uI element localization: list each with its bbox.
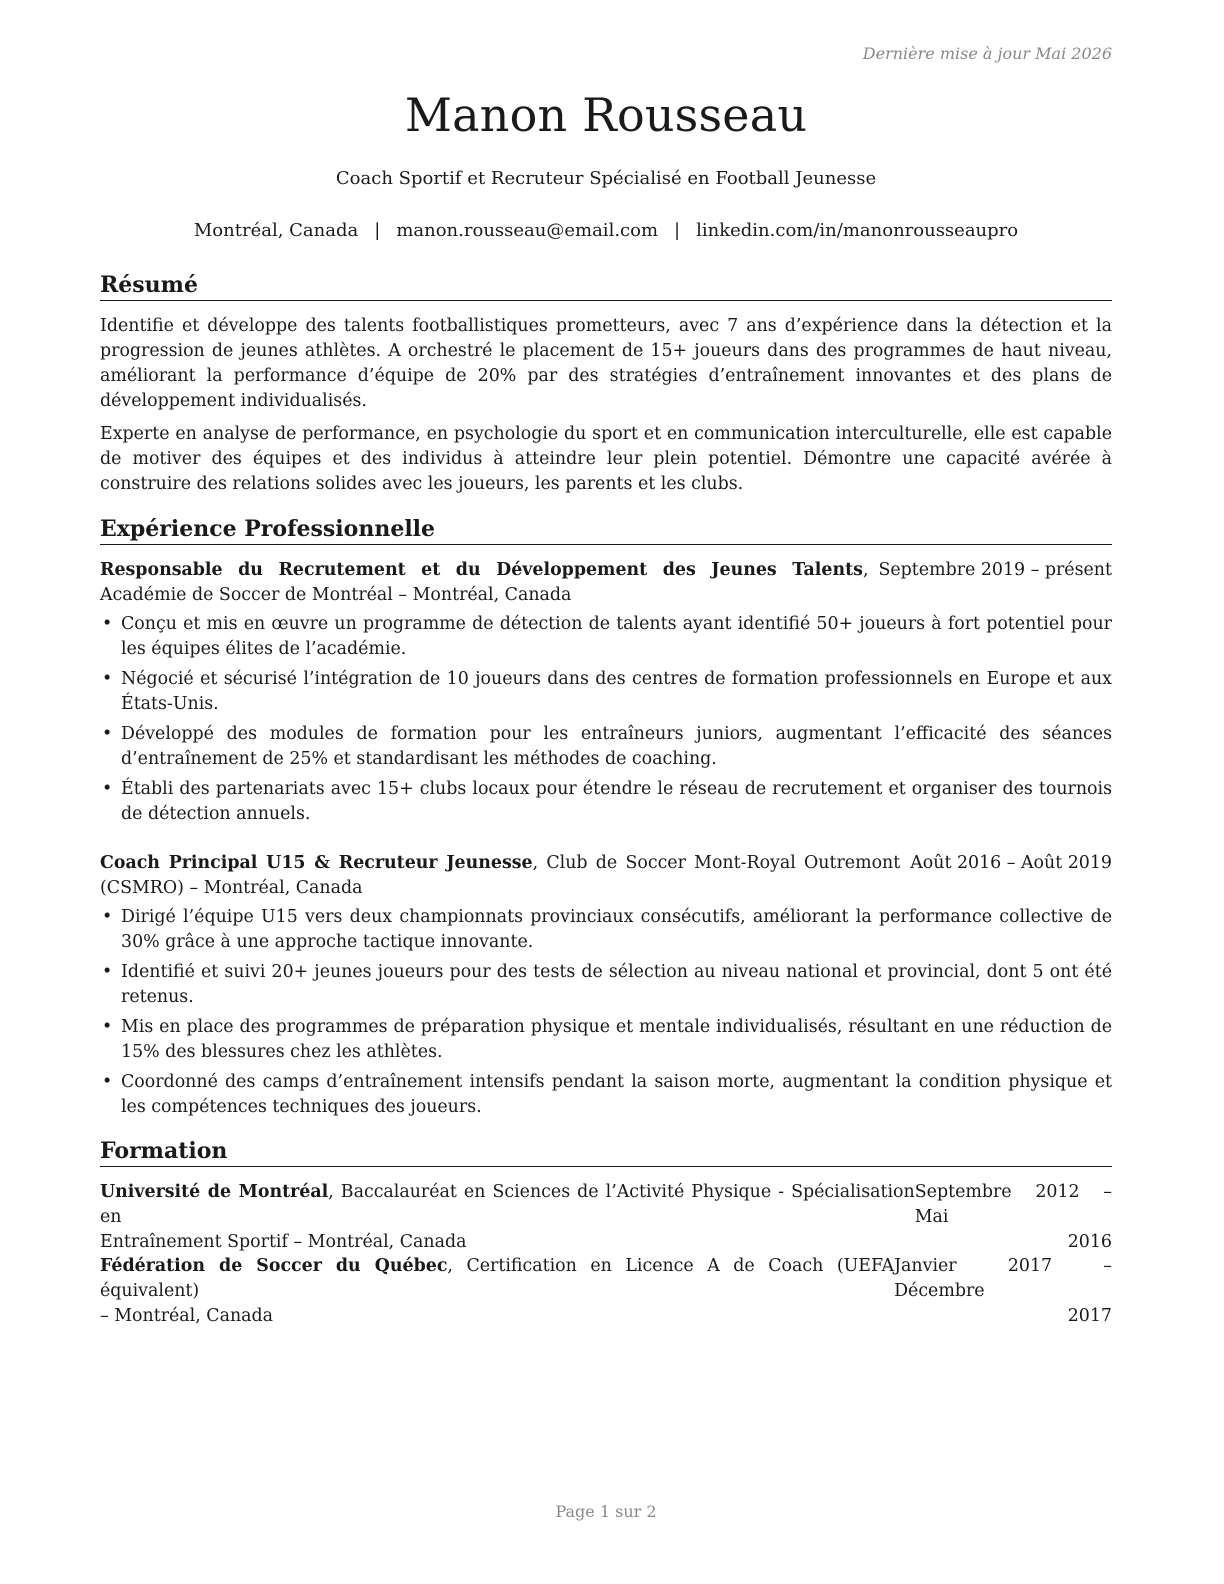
summary-paragraph: Experte en analyse de performance, en psychologie du sport et en communication interculturelle, elle est capable de motiver des équipes et des individus à atteindre leur plein potentiel. Démontre une capacité avérée à construire des relations solides avec les joueurs, les parents et les clubs.	[100, 424, 1112, 494]
education-degree: , Baccalauréat en Sciences de l’Activité Physique - Spécialisation en	[100, 1182, 915, 1227]
list-item: • Établi des partenariats avec 15+ clubs locaux pour étendre le réseau de recrutement et organiser des tournois de détection annuels.	[100, 777, 1112, 827]
job-organization: , Académie de Soccer de Montréal – Montréal, Canada	[100, 560, 869, 605]
education-location: – Montréal, Canada	[100, 1306, 274, 1326]
contact-location: Montréal, Canada	[193, 220, 359, 241]
education-dates: 2017	[1067, 1306, 1112, 1326]
education-dates: Janvier 2017 – Décembre	[894, 1256, 1112, 1301]
job-organization: , Club de Soccer Mont-Royal Outremont (CSMRO) – Montréal, Canada	[100, 853, 901, 898]
education-entry	[100, 1180, 1112, 1255]
section-title-summary: Résumé	[100, 271, 1112, 301]
section-title-experience: Expérience Professionnelle	[100, 515, 1112, 545]
list-item: • Négocié et sécurisé l’intégration de 10 joueurs dans des centres de formation professionnels en Europe et aux États-Unis.	[100, 667, 1112, 717]
job-dates: Août 2016 – Août 2019	[910, 853, 1112, 873]
job-title-line	[100, 558, 868, 608]
education-line	[100, 1230, 1112, 1255]
candidate-name: Manon Rousseau	[404, 88, 808, 142]
job-role: Responsable du Recrutement et du Développement des Jeunes Talents	[100, 560, 863, 580]
education-main	[100, 1180, 915, 1230]
list-item: • Conçu et mis en œuvre un programme de détection de talents ayant identifié 50+ joueurs à fort potentiel pour les équipes élites de l’académie.	[100, 612, 1112, 662]
contact-separator: |	[374, 220, 381, 241]
education-line	[100, 1304, 1112, 1329]
job-bullets	[100, 612, 1112, 827]
job-entry	[100, 851, 1112, 1125]
job-dates: Septembre 2019 – présent	[878, 560, 1112, 580]
education-dates: Septembre 2012 – Mai	[914, 1182, 1112, 1227]
contact-linkedin[interactable]: linkedin.com/in/manonrousseaupro	[696, 220, 1019, 241]
contact-separator: |	[674, 220, 681, 241]
job-bullets	[100, 905, 1112, 1120]
education-line	[100, 1180, 1112, 1230]
list-item: • Coordonné des camps d’entraînement intensifs pendant la saison morte, augmentant la condition physique et les compétences techniques des joueurs.	[100, 1070, 1112, 1120]
candidate-title: Coach Sportif et Recruteur Spécialisé en Football Jeunesse	[335, 168, 877, 189]
job-header	[100, 558, 1112, 608]
resume-page	[100, 0, 1112, 1584]
education-degree: , Certification en Licence A de Coach (UEFA équivalent)	[100, 1256, 895, 1301]
job-title-line	[100, 851, 900, 901]
education-line	[100, 1254, 1112, 1304]
education-entry	[100, 1254, 1112, 1329]
job-role: Coach Principal U15 & Recruteur Jeunesse	[100, 853, 533, 873]
summary-block	[100, 314, 1112, 497]
education-school: Fédération de Soccer du Québec	[100, 1256, 448, 1276]
section-title-education: Formation	[100, 1137, 1112, 1167]
summary-paragraph: Identifie et développe des talents footballistiques prometteurs, avec 7 ans d’expérience dans la détection et la progression de jeunes athlètes. A orchestré le placement de 15+ joueurs dans des programmes de haut niveau, améliorant la performance d’équipe de 20% par des stratégies d’entraînement innovantes et des plans de développement individualisés.	[100, 316, 1112, 411]
education-main	[100, 1254, 894, 1304]
job-entry	[100, 558, 1112, 832]
contact-email[interactable]: manon.rousseau@email.com	[396, 220, 659, 241]
page-number: Page 1 sur 2	[555, 1502, 657, 1521]
education-school: Université de Montréal	[100, 1182, 329, 1202]
list-item: • Mis en place des programmes de préparation physique et mentale individualisés, résultant en une réduction de 15% des blessures chez les athlètes.	[100, 1015, 1112, 1065]
education-location: Entraînement Sportif – Montréal, Canada	[100, 1232, 467, 1252]
list-item: • Dirigé l’équipe U15 vers deux championnats provinciaux consécutifs, améliorant la performance collective de 30% grâce à une approche tactique innovante.	[100, 905, 1112, 955]
contact-line	[100, 220, 1112, 241]
list-item: • Développé des modules de formation pour les entraîneurs juniors, augmentant l’efficacité des séances d’entraînement de 25% et standardisant les méthodes de coaching.	[100, 722, 1112, 772]
list-item: • Identifié et suivi 20+ jeunes joueurs pour des tests de sélection au niveau national et provincial, dont 5 ont été retenus.	[100, 960, 1112, 1010]
last-updated: Dernière mise à jour Mai 2026	[862, 44, 1112, 63]
education-dates: 2016	[1067, 1232, 1112, 1252]
job-header	[100, 851, 1112, 901]
